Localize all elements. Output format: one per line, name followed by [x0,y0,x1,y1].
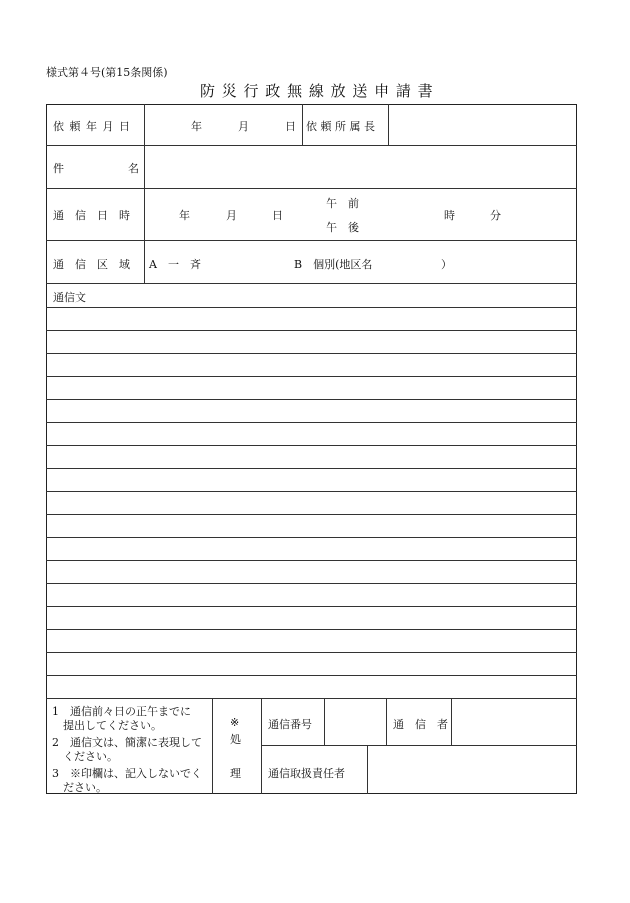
requesting-department-label: 依 頼 所 属 長 [306,120,375,133]
hour-unit: 時 [444,209,455,222]
request-date-label: 依 頼 年 月 日 [53,120,131,133]
processing-mark: ※ [230,716,240,729]
note-line: 提出してください。 [52,719,162,732]
message-label: 通信文 [53,291,86,304]
subject-label-first: 件 [53,162,64,175]
note-line: 1 通信前々日の正午までに [52,705,191,718]
broadcast-manager-label: 通信取扱責任者 [268,767,345,780]
area-close-paren: ） [441,258,452,271]
note-line: ださい。 [52,781,107,794]
broadcast-number-label: 通信番号 [268,718,312,731]
operator-field[interactable] [453,700,575,743]
note-line: ください。 [52,750,118,763]
note-line: 3 ※印欄は、記入しないでく [52,767,202,780]
broadcast-day-unit: 日 [272,209,283,222]
pm-option[interactable]: 午 後 [326,221,359,234]
requesting-department-field[interactable] [390,106,575,143]
form-number: 様式第４号(第15条関係) [46,66,168,79]
message-text-area[interactable] [48,308,575,697]
operator-label: 通 信 者 [393,718,448,731]
broadcast-area-label: 通 信 区 域 [53,258,130,271]
am-option[interactable]: 午 前 [326,197,359,210]
form-title: 防 災 行 政 無 線 放 送 申 請 書 [200,82,434,100]
subject-label-second: 名 [128,162,139,175]
request-month-unit: 月 [238,120,249,133]
processing-label-top: 処 [230,733,241,746]
broadcast-year-unit: 年 [179,209,190,222]
area-option-all[interactable]: A 一 斉 [149,258,201,271]
broadcast-manager-field[interactable] [369,747,575,792]
broadcast-month-unit: 月 [226,209,237,222]
processing-label-bottom: 理 [230,767,241,780]
request-day-unit: 日 [285,120,296,133]
minute-unit: 分 [490,209,501,222]
subject-field[interactable] [146,147,575,186]
area-option-individual[interactable]: B 個別(地区名 [294,258,373,271]
broadcast-datetime-label: 通 信 日 時 [53,209,130,222]
note-line: 2 通信文は、簡潔に表現して [52,736,202,749]
request-year-unit: 年 [191,120,202,133]
broadcast-number-field[interactable] [326,700,384,743]
